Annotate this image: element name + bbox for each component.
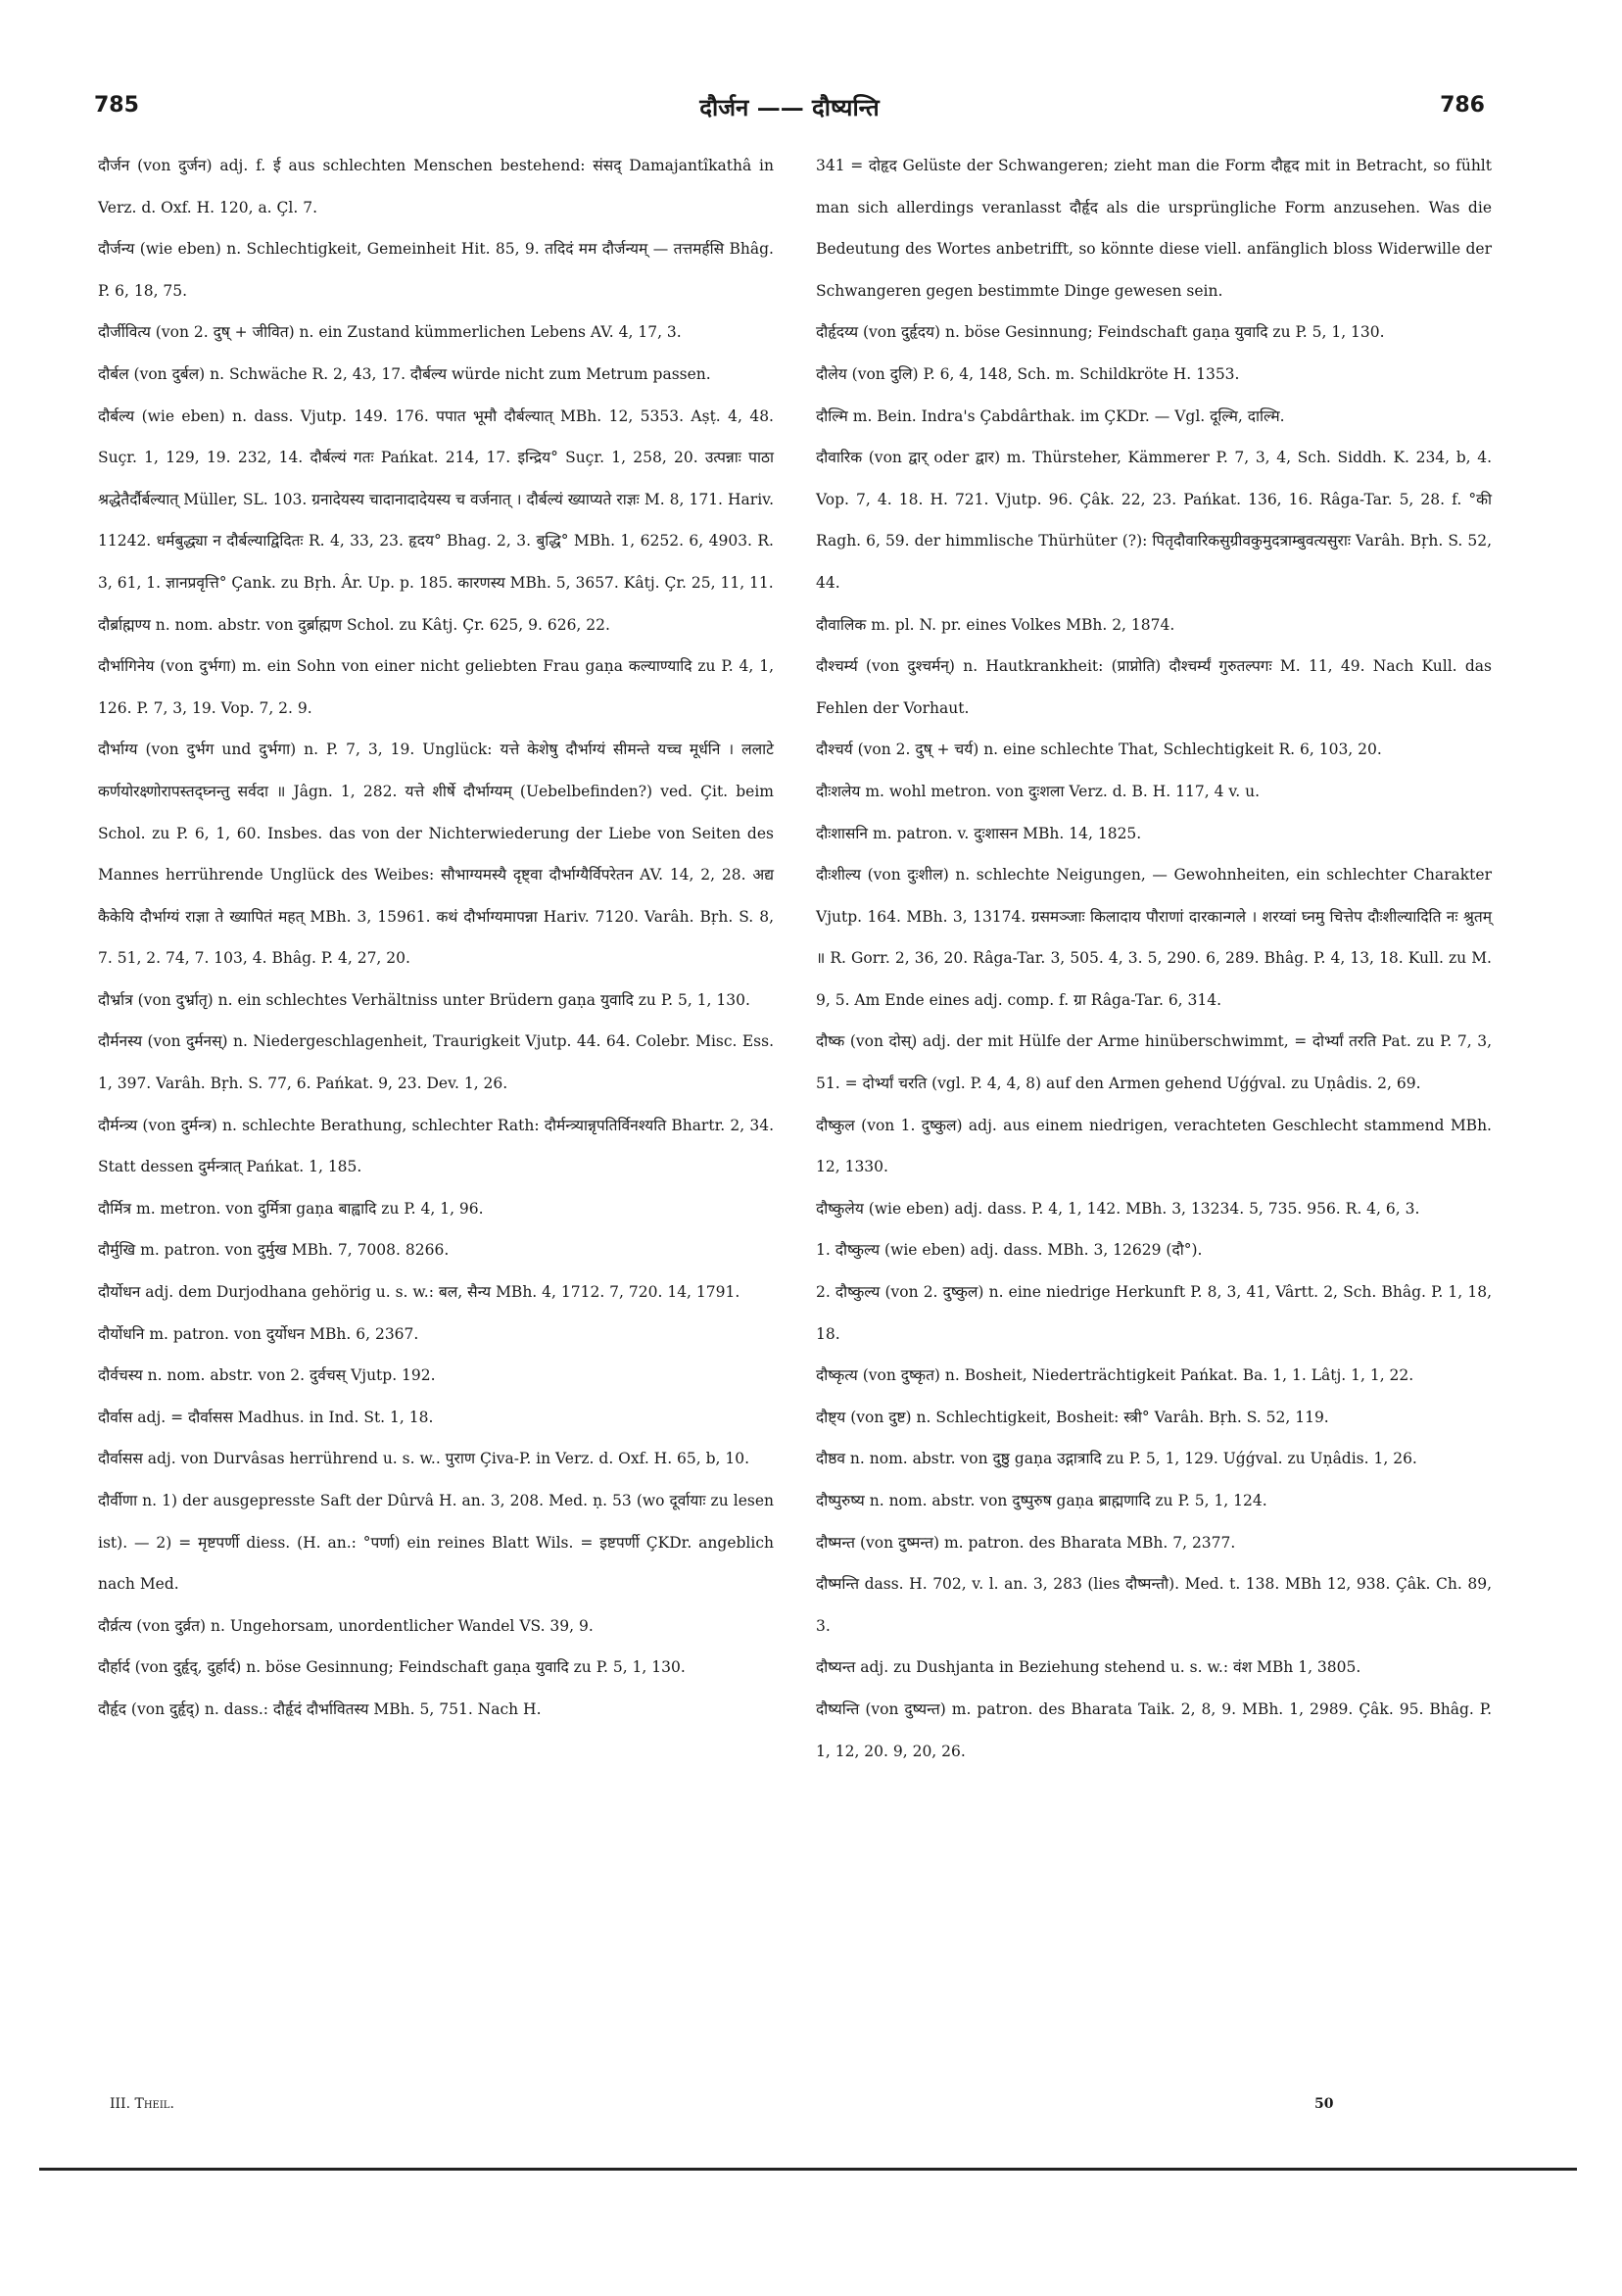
page-number-left: 785: [94, 93, 139, 118]
dictionary-entry: दौष्यन्ति (von दुष्यन्त) m. patron. des Bharata Taik. 2, 8, 9. MBh. 1, 2989. Çâk. 95. Bhâg. P. 1, 12, 20. 9, 20, 26.: [816, 1699, 1492, 1760]
dictionary-entry: दौष्कुलेय (wie eben) adj. dass. P. 4, 1, 142. MBh. 3, 13234. 5, 735. 956. R. 4, 6, 3.: [816, 1199, 1420, 1218]
dictionary-entry: दौर्भ्रात्र (von दुर्भ्रातृ) n. ein schlechtes Verhältniss unter Brüdern gaṇa युवादि zu P. 5, 1, 130.: [98, 990, 750, 1009]
dictionary-entry: दौर्मित्र m. metron. von दुर्मित्रा gaṇa बाह्वादि zu P. 4, 1, 96.: [98, 1199, 484, 1218]
left-column: [98, 145, 774, 1731]
bottom-rule: [39, 2168, 1577, 2171]
dictionary-entry: 2. दौष्कुल्य (von 2. दुष्कुल) n. eine niedrige Herkunft P. 8, 3, 41, Vârtt. 2, Sch. Bhâg. P. 1, 18, 18.: [816, 1283, 1492, 1343]
dictionary-entry: 341 = दोहृद Gelüste der Schwangeren; zieht man die Form दौहृद mit in Betracht, so fühlt man sich allerdings veranlasst दौर्हृद als die ursprüngliche Form anzusehen. Was die Bedeutung des Wortes anbetrifft, so könnte diese viell. anfänglich bloss Widerwille der Schwangeren gegen bestimmte Dinge gewesen sein.: [816, 157, 1492, 300]
dictionary-entry: दौर्योधन adj. dem Durjodhana gehörig u. s. w.: बल, सैन्य MBh. 4, 1712. 7, 720. 14, 1791.: [98, 1283, 740, 1302]
dictionary-entry: दौर्योधनि m. patron. von दुर्योधन MBh. 6, 2367.: [98, 1324, 419, 1343]
dictionary-entry: दौर्वास adj. = दौर्वासस Madhus. in Ind. St. 1, 18.: [98, 1408, 434, 1426]
dictionary-entry: दौर्हृदय्य (von दुर्हृदय) n. böse Gesinnung; Feindschaft gaṇa युवादि zu P. 5, 1, 130.: [816, 323, 1385, 342]
dictionary-entry: दौवारिक (von द्वार् oder द्वार) m. Thürsteher, Kämmerer P. 7, 3, 4, Sch. Siddh. K. 234, b, 4. Vop. 7, 4. 18. H. 721. Vjutp. 96. Çâk. 22, 23. Pańkat. 136, 16. Râga-Tar. 5, 28. f. °की Ragh. 6, 59. der himmlische Thürhüter (?): पितृदौवारिकसुग्रीवकुमुदत्राम्बुवत्यसुराः Varâh. Bṛh. S. 52, 44.: [816, 449, 1492, 592]
dictionary-entry: दौर्जन्य (wie eben) n. Schlechtigkeit, Gemeinheit Hit. 85, 9. तदिदं मम दौर्जन्यम् — तत्तमर्हसि Bhâg. P. 6, 18, 75.: [98, 240, 774, 300]
dictionary-entry: दौःशील्य (von दुःशील) n. schlechte Neigungen, — Gewohnheiten, ein schlechter Charakter Vjutp. 164. MBh. 3, 13174. ग्रसमञ्जाः किलादाय पौराणां दारकान्गले । शरय्वां घ्नमु चित्तेप दौःशील्यादिति नः श्रुतम् ॥ R. Gorr. 2, 36, 20. Râga-Tar. 3, 505. 4, 3. 5, 290. 6, 289. Bhâg. P. 4, 13, 18. Kull. zu M. 9, 5. Am Ende eines adj. comp. f. ग्रा Râga-Tar. 6, 314.: [816, 866, 1492, 1009]
page-number-right: 786: [1440, 93, 1485, 118]
page-header: [94, 93, 1485, 132]
dictionary-entry: दौष्मन्त (von दुष्मन्त) m. patron. des Bharata MBh. 7, 2377.: [816, 1533, 1236, 1552]
dictionary-entry: दौर्बल्य (wie eben) n. dass. Vjutp. 149. 176. पपात भूमौ दौर्बल्यात् MBh. 12, 5353. Aṣṭ. 4, 48. Suçr. 1, 129, 19. 232, 14. दौर्बल्यं गतः Pańkat. 214, 17. इन्द्रिय° Suçr. 1, 258, 20. उत्पन्नाः पाठा श्रद्धेतैर्दौर्बल्यात् Müller, SL. 103. ग्रनादेयस्य चादानादादेयस्य च वर्जनात् । दौर्बल्यं ख्याप्यते राज्ञः M. 8, 171. Hariv. 11242. धर्मबुद्ध्या न दौर्बल्याद्विदितः R. 4, 33, 23. हृदय° Bhag. 2, 3. बुद्धि° MBh. 1, 6252. 6, 4903. R. 3, 61, 1. ज्ञानप्रवृत्ति° Çank. zu Bṛh. Âr. Up. p. 185. कारणस्य MBh. 5, 3657. Kâtj. Çr. 25, 11, 11.: [98, 407, 774, 592]
dictionary-entry: दौर्मनस्य (von दुर्मनस्) n. Niedergeschlagenheit, Traurigkeit Vjutp. 44. 64. Colebr. Misc. Ess. 1, 397. Varâh. Bṛh. S. 77, 6. Pańkat. 9, 23. Dev. 1, 26.: [98, 1032, 774, 1093]
dictionary-entry: दौर्मन्त्र्य (von दुर्मन्त्र) n. schlechte Berathung, schlechter Rath: दौर्मन्त्र्यान्नृपतिर्विनश्यति Bhartr. 2, 34. Statt dessen दुर्मन्त्रात् Pańkat. 1, 185.: [98, 1116, 774, 1176]
dictionary-entry: दौष्क (von दोस्) adj. der mit Hülfe der Arme hinüberschwimmt, = दोर्भ्यां तरति Pat. zu P. 7, 3, 51. = दोर्भ्यां चरति (vgl. P. 4, 4, 8) auf den Armen gehend Uǵǵval. zu Uṇâdis. 2, 69.: [816, 1032, 1492, 1093]
dictionary-entry: दौर्वासस adj. von Durvâsas herrührend u. s. w.. पुराण Çiva-P. in Verz. d. Oxf. H. 65, b, 10.: [98, 1450, 750, 1468]
dictionary-entry: दौर्वीणा n. 1) der ausgepresste Saft der Dûrvâ H. an. 3, 208. Med. ṇ. 53 (wo दूर्वायाः zu lesen ist). — 2) = मृष्टपर्णी diess. (H. an.: °पर्णा) ein reines Blatt Wils. = इष्टपर्णी ÇKDr. angeblich nach Med.: [98, 1492, 774, 1594]
dictionary-entry: दौर्जीवित्य (von 2. दुष् + जीवित) n. ein Zustand kümmerlichen Lebens AV. 4, 17, 3.: [98, 323, 682, 342]
dictionary-entry: दौश्चर्य (von 2. दुष् + चर्य) n. eine schlechte That, Schlechtigkeit R. 6, 103, 20.: [816, 741, 1382, 759]
dictionary-entry: दौर्ब्राह्मण्य n. nom. abstr. von दुर्ब्राह्मण Schol. zu Kâtj. Çr. 625, 9. 626, 22.: [98, 615, 610, 634]
dictionary-entry: दौर्भागिनेय (von दुर्भगा) m. ein Sohn von einer nicht geliebten Frau gaṇa कल्याण्यादि zu P. 4, 1, 126. P. 7, 3, 19. Vop. 7, 2. 9.: [98, 657, 774, 717]
dictionary-entry: दौष्ठव n. nom. abstr. von दुष्ठु gaṇa उद्गात्रादि zu P. 5, 1, 129. Uǵǵval. zu Uṇâdis. 1, 26.: [816, 1450, 1417, 1468]
dictionary-entry: दौष्ट्य (von दुष्ट) n. Schlechtigkeit, Bosheit: स्त्री° Varâh. Bṛh. S. 52, 119.: [816, 1408, 1329, 1426]
dictionary-entry: दौलेय (von दुलि) P. 6, 4, 148, Sch. m. Schildkröte H. 1353.: [816, 364, 1240, 383]
volume-label: III. Theil.: [110, 2096, 174, 2112]
dictionary-entry: दौर्मुखि m. patron. von दुर्मुख MBh. 7, 7008. 8266.: [98, 1241, 450, 1260]
dictionary-entry: दौःशलेय m. wohl metron. von दुःशला Verz. d. B. H. 117, 4 v. u.: [816, 782, 1261, 800]
dictionary-entry: दौष्पुरुष्य n. nom. abstr. von दुष्पुरुष gaṇa ब्राह्मणादि zu P. 5, 1, 124.: [816, 1492, 1267, 1509]
dictionary-entry: दौर्भाग्य (von दुर्भग und दुर्भगा) n. P. 7, 3, 19. Unglück: यत्ते केशेषु दौर्भाग्यं सीमन्ते यच्च मूर्धनि । ललाटे कर्णयोरक्ष्णोरापस्तद्घ्नन्तु सर्वदा ॥ Jâgn. 1, 282. यत्ते शीर्षे दौर्भाग्यम् (Uebelbefinden?) ved. Çit. beim Schol. zu P. 6, 1, 60. Insbes. das von der Nichterwiederung der Liebe von Seiten des Mannes herrührende Unglück des Weibes: सौभाग्यमस्यै दृष्ट्वा दौर्भाग्यैर्विपरेतन AV. 14, 2, 28. अद्य कैकेयि दौर्भाग्यं राज्ञा ते ख्यापितं महत् MBh. 3, 15961. कथं दौर्भाग्यमापन्ना Hariv. 7120. Varâh. Bṛh. S. 8, 7. 51, 2. 74, 7. 103, 4. Bhâg. P. 4, 27, 20.: [98, 741, 774, 968]
dictionary-entry: दौल्मि m. Bein. Indra's Çabdârthak. im ÇKDr. — Vgl. दूल्मि, दाल्मि.: [816, 407, 1285, 425]
running-title: दौर्जन —— दौष्यन्ति: [699, 93, 880, 121]
dictionary-entry: दौर्हार्द (von दुर्हृद्, दुर्हार्द) n. böse Gesinnung; Feindschaft gaṇa युवादि zu P. 5, 1, 130.: [98, 1658, 686, 1677]
dictionary-entry: दौवालिक m. pl. N. pr. eines Volkes MBh. 2, 1874.: [816, 615, 1175, 634]
dictionary-entry: दौश्चर्म्य (von दुश्चर्मन्) n. Hautkrankheit: (प्राप्नोति) दौश्चर्म्यं गुरुतल्पगः M. 11, 49. Nach Kull. das Fehlen der Vorhaut.: [816, 657, 1492, 717]
dictionary-entry: दौर्बल (von दुर्बल) n. Schwäche R. 2, 43, 17. दौर्बल्य würde nicht zum Metrum passen.: [98, 364, 711, 383]
dictionary-entry: दौष्मन्ति dass. H. 702, v. l. an. 3, 283 (lies दौष्मन्तौ). Med. t. 138. MBh 12, 938. Çâk. Ch. 89, 3.: [816, 1575, 1492, 1635]
dictionary-entry: दौर्वचस्य n. nom. abstr. von 2. दुर्वचस् Vjutp. 192.: [98, 1366, 436, 1385]
dictionary-entry: दौर्जन (von दुर्जन) adj. f. ई aus schlechten Menschen bestehend: संसद् Damajantîkathâ in Verz. d. Oxf. H. 120, a. Çl. 7.: [98, 157, 774, 216]
signature-mark: 50: [1314, 2096, 1334, 2112]
dictionary-entry: दौष्यन्त adj. zu Dushjanta in Beziehung stehend u. s. w.: वंश MBh 1, 3805.: [816, 1658, 1361, 1677]
right-column: [816, 145, 1492, 1772]
dictionary-entry: दौःशासनि m. patron. v. दुःशासन MBh. 14, 1825.: [816, 824, 1142, 842]
dictionary-entry: दौष्कृत्य (von दुष्कृत) n. Bosheit, Niederträchtigkeit Pańkat. Ba. 1, 1. Lâtj. 1, 1, 22.: [816, 1366, 1414, 1385]
dictionary-entry: 1. दौष्कुल्य (wie eben) adj. dass. MBh. 3, 12629 (दौ°).: [816, 1241, 1203, 1260]
dictionary-entry: दौर्हृद (von दुर्हृद्) n. dass.: दौर्हृदं दौर्भावितस्य MBh. 5, 751. Nach H.: [98, 1699, 542, 1718]
dictionary-entry: दौर्व्रत्य (von दुर्व्रत) n. Ungehorsam, unordentlicher Wandel VS. 39, 9.: [98, 1616, 594, 1635]
dictionary-entry: दौष्कुल (von 1. दुष्कुल) adj. aus einem niedrigen, verachteten Geschlecht stammend MBh. 12, 1330.: [816, 1116, 1492, 1176]
